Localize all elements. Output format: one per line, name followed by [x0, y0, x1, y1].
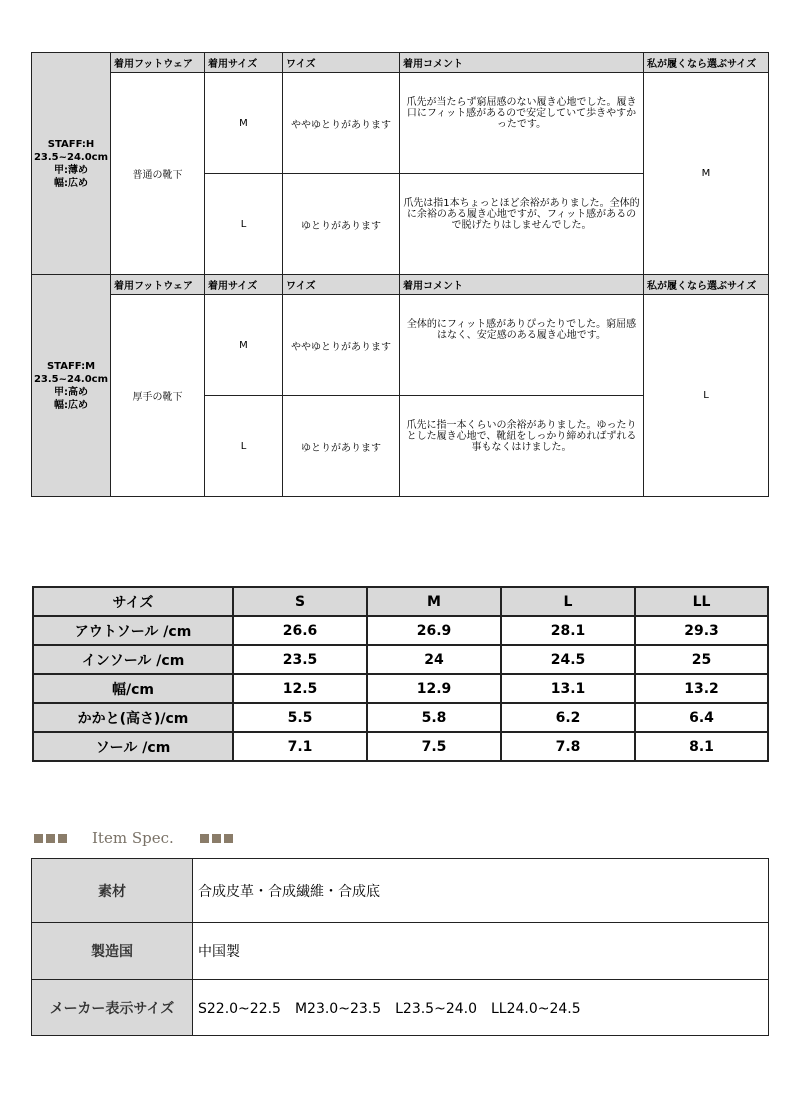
width-cell: ゆとりがあります — [283, 174, 400, 275]
size-value: 5.8 — [367, 703, 501, 732]
width-cell: ややゆとりがあります — [283, 295, 400, 396]
staff-fitting-table — [31, 52, 769, 497]
header-footwear: 着用フットウェア — [111, 53, 205, 73]
row-label: かかと(高さ)/cm — [33, 703, 233, 732]
table-row — [33, 703, 768, 732]
size-header-m: M — [367, 587, 501, 616]
item-spec-title: Item Spec. — [92, 829, 174, 847]
spec-value: S22.0~22.5 M23.0~23.5 L23.5~24.0 LL24.0~24.5 — [193, 980, 769, 1036]
staff-instep: 甲:薄め — [54, 164, 88, 176]
size-value: 7.1 — [233, 732, 367, 761]
size-value: 13.2 — [635, 674, 768, 703]
pick-size-cell: M — [644, 73, 769, 275]
footwear-cell: 普通の靴下 — [111, 73, 205, 275]
size-value: 26.6 — [233, 616, 367, 645]
comment-cell: 全体的にフィット感がありぴったりでした。窮屈感はなく、安定感のある履き心地です。 — [400, 295, 644, 396]
size-value: 6.4 — [635, 703, 768, 732]
header-comment: 着用コメント — [400, 275, 644, 295]
size-value: 12.9 — [367, 674, 501, 703]
table-row — [33, 645, 768, 674]
table-row — [32, 923, 769, 980]
size-value: 13.1 — [501, 674, 635, 703]
spec-label: メーカー表示サイズ — [32, 980, 193, 1036]
table-row — [33, 616, 768, 645]
row-label: 幅/cm — [33, 674, 233, 703]
comment-cell: 爪先は指1本ちょっとほど余裕がありました。全体的に余裕のある履き心地ですが、フィット感があるので脱げたりはしませんでした。 — [400, 174, 644, 275]
header-width: ワイズ — [283, 53, 400, 73]
header-pick: 私が履くなら選ぶサイズ — [644, 53, 769, 73]
size-header-s: S — [233, 587, 367, 616]
size-value: 25 — [635, 645, 768, 674]
item-spec-heading — [34, 828, 236, 848]
size-value: 8.1 — [635, 732, 768, 761]
item-spec-table — [31, 858, 769, 1036]
staff-width: 幅:広め — [54, 177, 88, 189]
staff-foot-length: 23.5~24.0cm — [33, 151, 109, 163]
row-label: ソール /cm — [33, 732, 233, 761]
size-header-label: サイズ — [33, 587, 233, 616]
comment-cell: 爪先が当たらず窮屈感のない履き心地でした。履き口にフィット感があるので安定していて歩きやすかったです。 — [400, 73, 644, 174]
table-row — [33, 732, 768, 761]
table-row — [32, 859, 769, 923]
size-value: 28.1 — [501, 616, 635, 645]
width-cell: ゆとりがあります — [283, 396, 400, 497]
staff-foot-length: 23.5~24.0cm — [33, 373, 109, 385]
header-width: ワイズ — [283, 275, 400, 295]
header-footwear: 着用フットウェア — [111, 275, 205, 295]
header-pick: 私が履くなら選ぶサイズ — [644, 275, 769, 295]
square-bullet-icon — [34, 834, 43, 843]
size-value: 7.8 — [501, 732, 635, 761]
square-bullet-icon — [224, 834, 233, 843]
staff-h-info — [32, 53, 111, 275]
header-size: 着用サイズ — [205, 275, 283, 295]
staff-name: STAFF:H — [47, 138, 95, 150]
header-comment: 着用コメント — [400, 53, 644, 73]
size-chart-header-row — [33, 587, 768, 616]
spec-value: 中国製 — [193, 923, 769, 980]
pick-size-cell: L — [644, 295, 769, 497]
worn-size-cell: L — [205, 174, 283, 275]
staff-name: STAFF:M — [46, 360, 96, 372]
size-value: 12.5 — [233, 674, 367, 703]
size-value: 24.5 — [501, 645, 635, 674]
size-header-l: L — [501, 587, 635, 616]
size-value: 23.5 — [233, 645, 367, 674]
square-bullet-icon — [212, 834, 221, 843]
footwear-cell: 厚手の靴下 — [111, 295, 205, 497]
spec-label: 素材 — [32, 859, 193, 923]
size-value: 5.5 — [233, 703, 367, 732]
staff-m-info — [32, 275, 111, 497]
square-bullet-icon — [46, 834, 55, 843]
size-chart-table — [32, 586, 769, 762]
square-bullet-icon — [200, 834, 209, 843]
square-bullet-icon — [58, 834, 67, 843]
width-cell: ややゆとりがあります — [283, 73, 400, 174]
size-value: 7.5 — [367, 732, 501, 761]
comment-cell: 爪先に指一本くらいの余裕がありました。ゆったりとした履き心地で、靴紐をしっかり締めればずれる事もなくはけました。 — [400, 396, 644, 497]
header-size: 着用サイズ — [205, 53, 283, 73]
size-value: 26.9 — [367, 616, 501, 645]
table-row — [32, 980, 769, 1036]
row-label: アウトソール /cm — [33, 616, 233, 645]
size-header-ll: LL — [635, 587, 768, 616]
spec-label: 製造国 — [32, 923, 193, 980]
worn-size-cell: M — [205, 73, 283, 174]
size-value: 24 — [367, 645, 501, 674]
table-row — [33, 674, 768, 703]
staff-instep: 甲:高め — [54, 386, 88, 398]
row-label: インソール /cm — [33, 645, 233, 674]
spec-value: 合成皮革・合成繊維・合成底 — [193, 859, 769, 923]
worn-size-cell: M — [205, 295, 283, 396]
staff-width: 幅:広め — [54, 399, 88, 411]
worn-size-cell: L — [205, 396, 283, 497]
size-value: 29.3 — [635, 616, 768, 645]
size-value: 6.2 — [501, 703, 635, 732]
